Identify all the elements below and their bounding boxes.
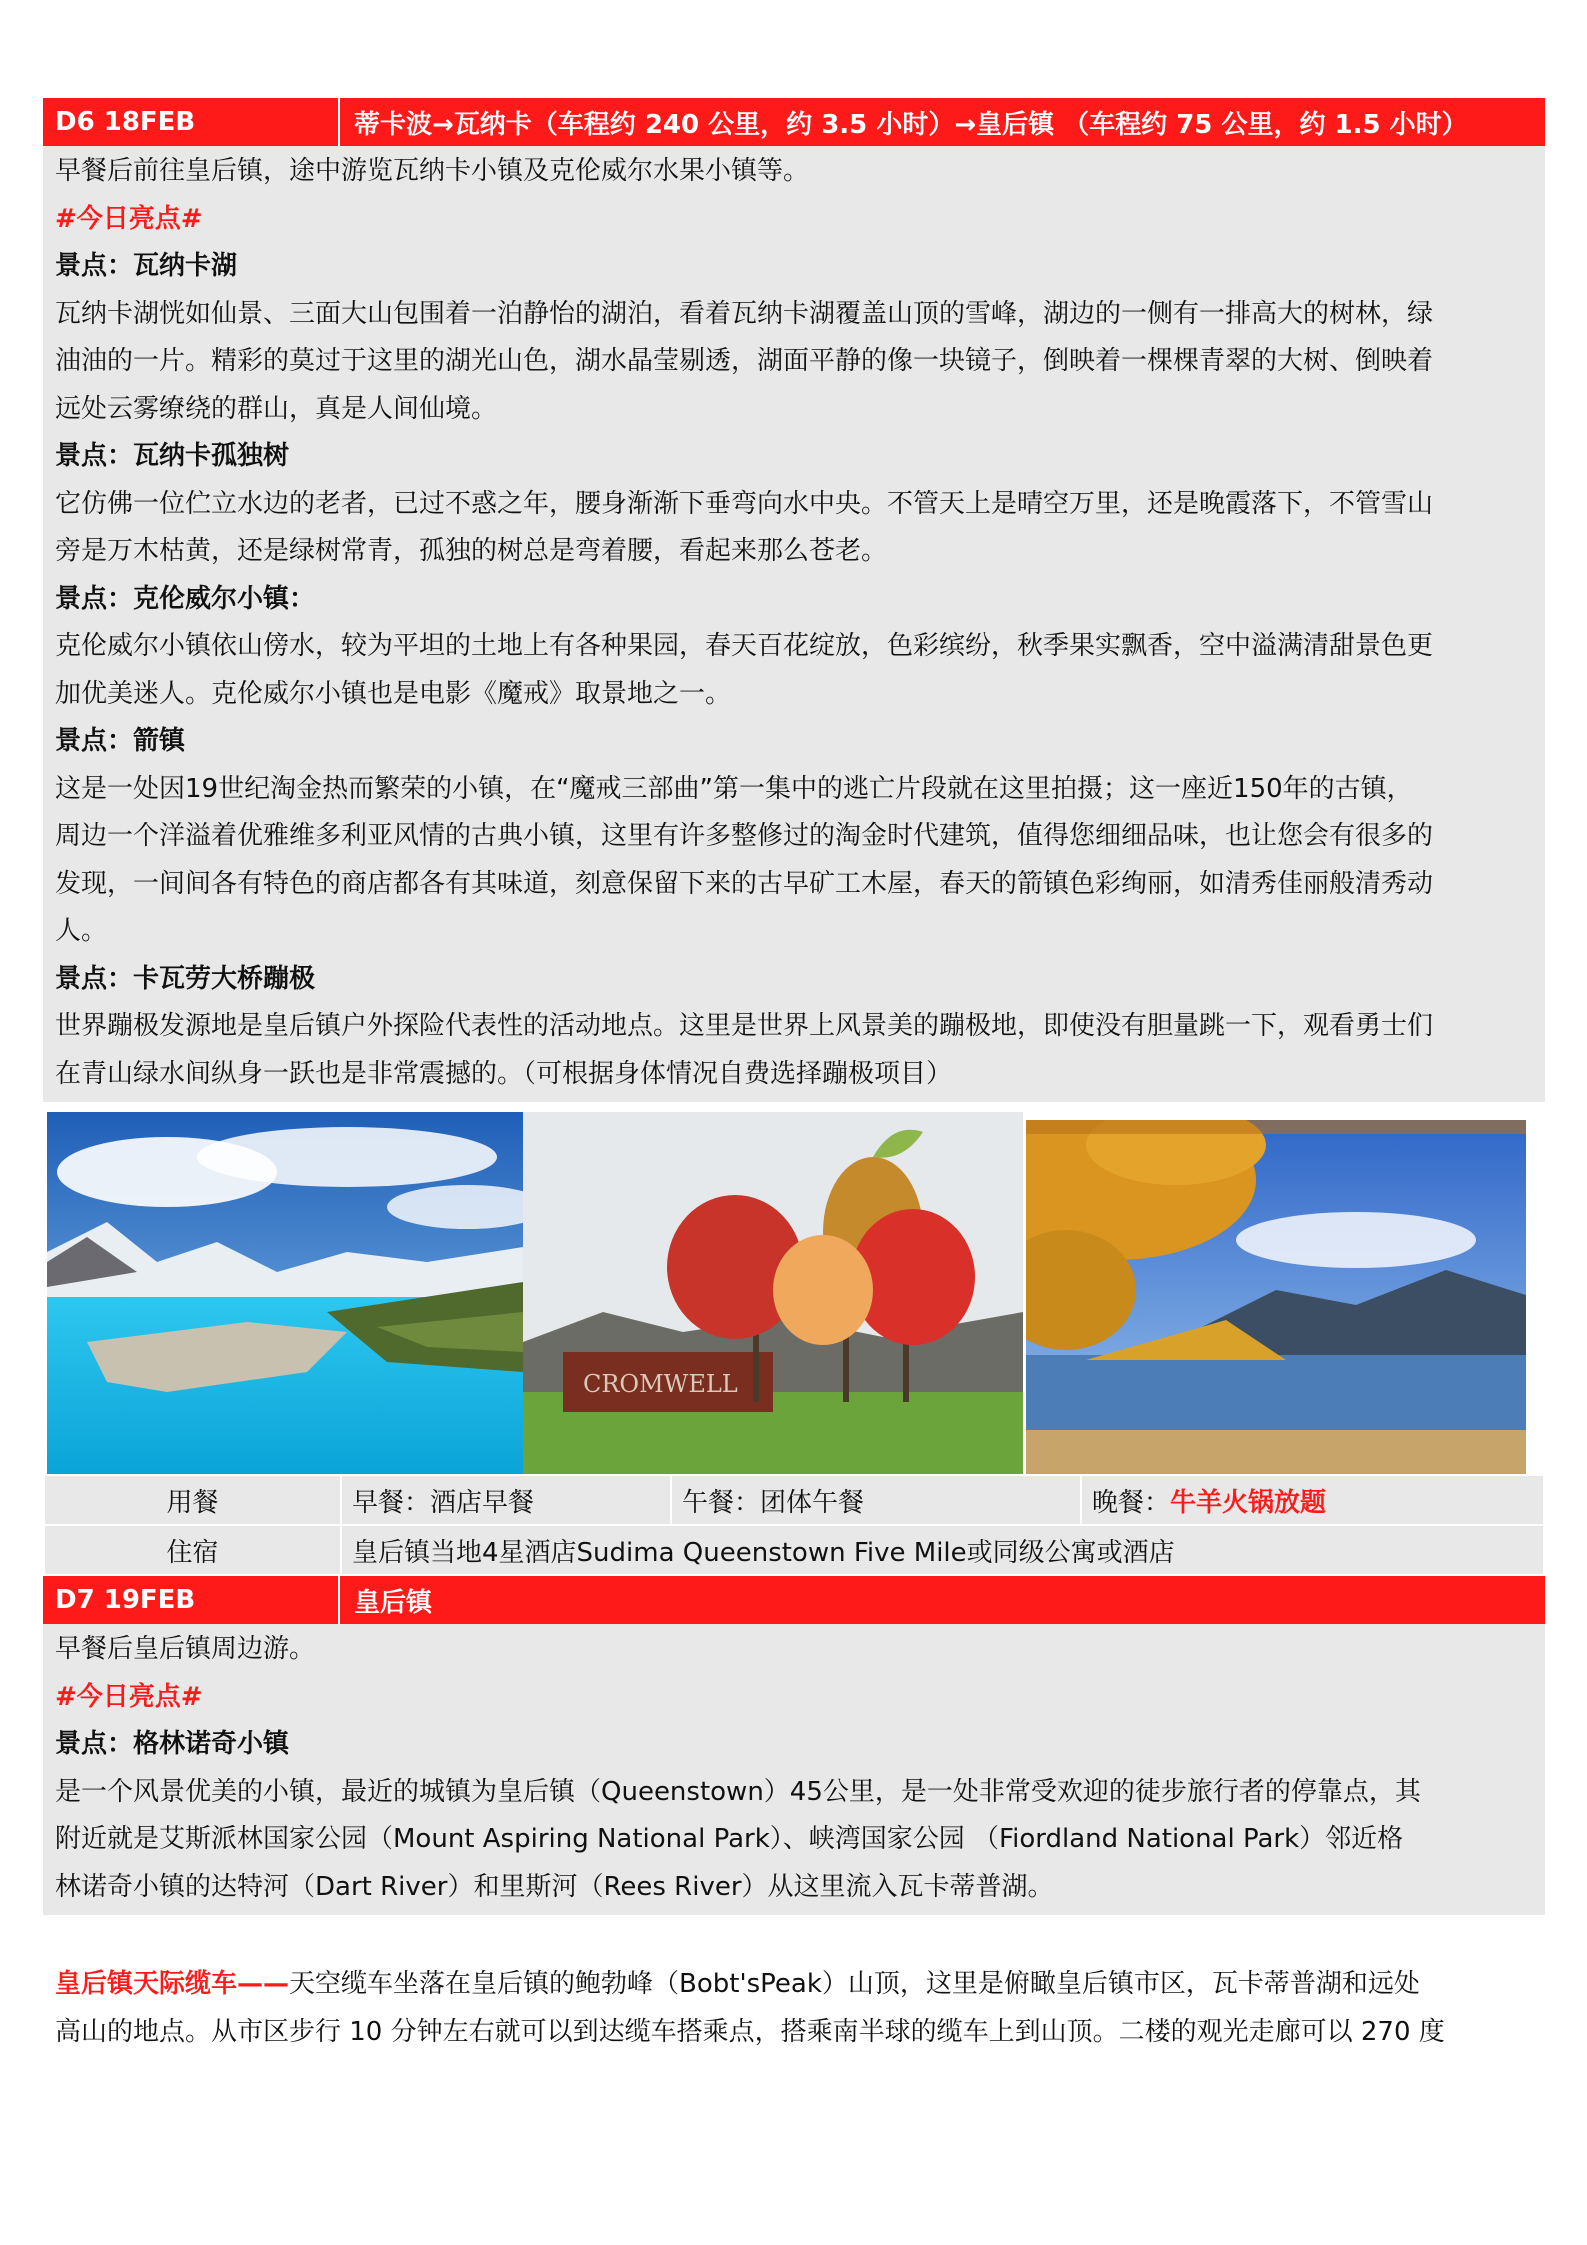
itinerary-page — [43, 98, 1545, 2056]
day6-intro: 早餐后前往皇后镇，途中游览瓦纳卡小镇及克伦威尔水果小镇等。 — [55, 156, 810, 186]
day6-route: 蒂卡波→瓦纳卡（车程约 240 公里，约 3.5 小时）→皇后镇 （车程约 75 公里，约 1.5 小时） — [354, 109, 1468, 140]
spot-title: 景点：卡瓦劳大桥蹦极 — [55, 963, 316, 994]
day7-route: 皇后镇 — [354, 1587, 433, 1618]
spot-desc-line: 是一个风景优美的小镇，最近的城镇为皇后镇（Queenstown）45公里，是一处非常受欢迎的徒步旅行者的停靠点，其 — [55, 1776, 1421, 1807]
spot-title: 景点：瓦纳卡湖 — [55, 251, 238, 281]
spot-desc-line: 远处云雾缭绕的群山，真是人间仙境。 — [55, 393, 498, 424]
spacer — [43, 1915, 1545, 1961]
meals-label: 用餐 — [44, 1475, 341, 1525]
gondola-line — [55, 1961, 1533, 2009]
gondola-text: 天空缆车坐落在皇后镇的鲍勃峰（Bobt'sPeak）山顶，这里是俯瞰皇后镇市区，瓦卡蒂普湖和远处 — [289, 1969, 1420, 1999]
day7-date: D7 19FEB — [43, 1576, 340, 1624]
day7-intro: 早餐后皇后镇周边游。 — [55, 1634, 316, 1664]
lunch-cell: 午餐：团体午餐 — [671, 1475, 1081, 1525]
day6-highlight-label: #今日亮点# — [55, 203, 203, 234]
lodging-value: 皇后镇当地4星酒店Sudima Queenstown Five Mile或同级公寓或酒店 — [341, 1525, 1544, 1575]
spot-desc-line: 它仿佛一位伫立水边的老者，已过不惑之年，腰身渐渐下垂弯向水中央。不管天上是晴空万里，还是晚霞落下，不管雪山 — [55, 488, 1434, 519]
spot-desc-line: 世界蹦极发源地是皇后镇户外探险代表性的活动地点。这里是世界上风景美的蹦极地，即使没有胆量跳一下，观看勇士们 — [55, 1011, 1434, 1041]
spot-desc-line: 油油的一片。精彩的莫过于这里的湖光山色，湖水晶莹剔透，湖面平静的像一块镜子，倒映着一棵棵青翠的大树、倒映着 — [55, 346, 1434, 376]
lake-wanaka-autumn-photo — [1026, 1120, 1526, 1474]
gondola-section — [43, 1961, 1545, 2056]
spot-desc-line: 瓦纳卡湖恍如仙景、三面大山包围着一泊静怡的湖泊，看着瓦纳卡湖覆盖山顶的雪峰，湖边的一侧有一排高大的树林，绿 — [55, 298, 1434, 329]
spot-desc-line: 加优美迷人。克伦威尔小镇也是电影《魔戒》取景地之一。 — [55, 678, 732, 709]
spot-desc-line: 林诺奇小镇的达特河（Dart River）和里斯河（Rees River）从这里流入瓦卡蒂普湖。 — [55, 1871, 1054, 1902]
spot-desc-line: 这是一处因19世纪淘金热而繁荣的小镇，在“魔戒三部曲”第一集中的逃亡片段就在这里拍摄；这一座近150年的古镇， — [55, 773, 1413, 804]
meals-lodging-table — [43, 1474, 1545, 1576]
dinner-value: 牛羊火锅放题 — [1170, 1487, 1327, 1518]
day6-header — [43, 98, 1545, 146]
spot-title: 景点：格林诺奇小镇 — [55, 1729, 290, 1759]
spot-desc-line: 旁是万木枯黄，还是绿树常青，孤独的树总是弯着腰，看起来那么苍老。 — [55, 536, 888, 566]
breakfast-cell: 早餐：酒店早餐 — [341, 1475, 671, 1525]
spot-desc-line: 附近就是艾斯派林国家公园（Mount Aspiring National Park）、峡湾国家公园 （Fiordland National Park）邻近格 — [55, 1824, 1404, 1854]
dinner-prefix: 晚餐： — [1092, 1487, 1171, 1518]
photo-strip — [43, 1102, 1545, 1474]
lake-tekapo-photo — [47, 1112, 523, 1474]
spot-title: 景点：瓦纳卡孤独树 — [55, 441, 290, 471]
cromwell-sign-text: CROMWELL — [583, 1370, 738, 1398]
lodging-row — [44, 1525, 1544, 1575]
spot-title: 景点：箭镇 — [55, 726, 186, 756]
gondola-title: 皇后镇天际缆车—— — [55, 1969, 290, 1999]
cromwell-fruit-sculpture-photo — [523, 1112, 1023, 1474]
spot-desc-line: 克伦威尔小镇依山傍水，较为平坦的土地上有各种果园，春天百花绽放，色彩缤纷，秋季果实飘香，空中溢满清甜景色更 — [55, 631, 1434, 661]
day7-header — [43, 1576, 1545, 1624]
lodging-label: 住宿 — [44, 1525, 341, 1575]
day7-highlight-label: #今日亮点# — [55, 1681, 203, 1712]
spot-title: 景点：克伦威尔小镇： — [55, 583, 316, 614]
day6-content — [43, 146, 1545, 1102]
meals-row — [44, 1475, 1544, 1525]
spot-desc-line: 发现，一间间各有特色的商店都各有其味道，刻意保留下来的古早矿工木屋，春天的箭镇色彩绚丽，如清秀佳丽般清秀动 — [55, 868, 1434, 899]
spot-desc-line: 周边一个洋溢着优雅维多利亚风情的古典小镇，这里有许多整修过的淘金时代建筑，值得您细细品味，也让您会有很多的 — [55, 821, 1434, 851]
dinner-cell — [1081, 1475, 1544, 1525]
gondola-line: 高山的地点。从市区步行 10 分钟左右就可以到达缆车搭乘点，搭乘南半球的缆车上到山顶。二楼的观光走廊可以 270 度 — [55, 2016, 1445, 2047]
day6-date: D6 18FEB — [43, 98, 340, 146]
spot-desc-line: 人。 — [55, 916, 108, 946]
spot-desc-line: 在青山绿水间纵身一跃也是非常震撼的。（可根据身体情况自费选择蹦极项目） — [55, 1058, 953, 1089]
day7-content — [43, 1624, 1545, 1915]
